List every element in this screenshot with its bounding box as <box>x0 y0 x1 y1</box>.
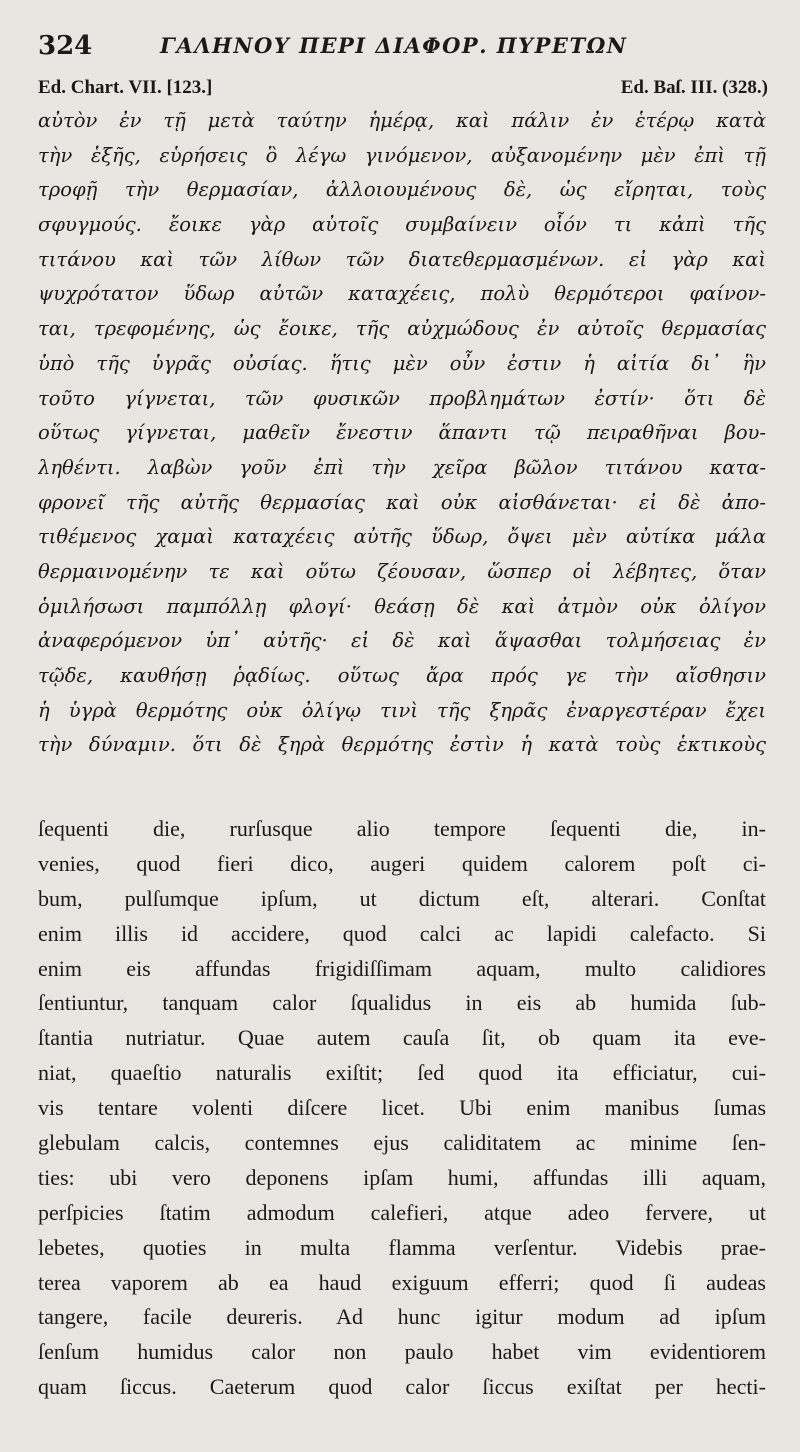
latin-line: vis tentare volenti diſcere licet. Ubi enim manibus ſumas <box>38 1095 766 1121</box>
greek-line: ἡ ὑγρὰ θερμότης οὐκ ὀλίγῳ τινὶ τῆς ξηρᾶς ἐναργεστέραν ἔχει <box>38 698 766 722</box>
greek-text-block <box>38 104 766 763</box>
greek-line: τῷδε, καυθήσῃ ῥᾳδίως. οὕτως ἄρα πρός γε τὴν αἴσθησιν <box>38 664 766 687</box>
greek-line: φρονεῖ τῆς αὐτῆς θερμασίας καὶ οὐκ αἰσθάνεται· εἰ δὲ ἀπο- <box>38 490 766 514</box>
latin-line: niat, quaeſtio naturalis exiſtit; ſed quod ita efficiatur, cui- <box>38 1060 766 1086</box>
latin-line: glebulam calcis, contemnes ejus caliditatem ac minime ſen- <box>38 1130 766 1156</box>
latin-line: enim eis affundas frigidiſſimam aquam, multo calidiores <box>38 955 766 981</box>
greek-line: οὕτως γίγνεται, μαθεῖν ἔνεστιν ἅπαντι τῷ πειραθῆναι βου- <box>38 421 766 445</box>
greek-line: τροφῇ τὴν θερμασίαν, ἀλλοιουμένους δὲ, ὡς εἴρηται, τοὺς <box>38 178 766 202</box>
latin-line: perſpicies ſtatim admodum calefieri, atque adeo fervere, ut <box>38 1199 766 1225</box>
greek-line: ψυχρότατον ὕδωρ αὐτῶν καταχέεις, πολὺ θερμότεροι φαίνον- <box>38 282 766 306</box>
page-header <box>38 28 768 64</box>
greek-line: τιτάνου καὶ τῶν λίθων τῶν διατεθερμασμένων. εἰ γὰρ καὶ <box>38 247 766 271</box>
greek-line: ἀναφερόμενον ὑπ᾽ αὐτῆς· εἰ δὲ καὶ ἅψασθαι τολμήσειας ἐν <box>38 629 766 653</box>
greek-line: ληθέντι. λαβὼν γοῦν ἐπὶ τὴν χεῖρα βῶλον τιτάνου κατα- <box>38 455 766 479</box>
edition-reference-basel: Ed. Baſ. III. (328.) <box>620 77 768 98</box>
edition-reference-chart: Ed. Chart. VII. [123.] <box>38 77 213 98</box>
greek-line: τὴν ἑξῆς, εὑρήσεις ὃ λέγω γινόμενον, αὐξανομένην μὲν ἐπὶ τῇ <box>38 143 766 167</box>
edition-references <box>38 74 768 102</box>
latin-line: ſenſum humidus calor non paulo habet vim evidentiorem <box>38 1339 766 1365</box>
greek-line: ται, τρεφομένης, ὡς ἔοικε, τῆς αὐχμώδους ἐν αὐτοῖς θερμασίας <box>38 317 766 341</box>
latin-line: ties: ubi vero deponens ipſam humi, affundas illi aquam, <box>38 1164 766 1190</box>
latin-line: enim illis id accidere, quod calci ac lapidi calefacto. Si <box>38 920 766 946</box>
greek-line: θερμαινομένην τε καὶ οὕτω ζέουσαν, ὥσπερ οἱ λέβητες, ὅταν <box>38 559 766 583</box>
page-number: 324 <box>38 31 93 61</box>
latin-line: tangere, facile deureris. Ad hunc igitur modum ad ipſum <box>38 1304 766 1330</box>
greek-line: ὁμιλήσωσι παμπόλλῃ φλογί· θεάσῃ δὲ καὶ ἀτμὸν οὐκ ὀλίγον <box>38 594 766 618</box>
greek-line: τιθέμενος χαμαὶ καταχέεις αὐτῆς ὕδωρ, ὄψει μὲν αὐτίκα μάλα <box>38 525 766 549</box>
latin-line: ſequenti die, rurſusque alio tempore ſequenti die, in- <box>38 816 766 841</box>
running-head: ΓΑΛΗΝΟΥ ΠΕΡΙ ΔΙΑΦΟΡ. ΠΥΡΕΤΩΝ <box>160 33 628 58</box>
greek-line: σφυγμούς. ἔοικε γὰρ αὐτοῖς συμβαίνειν οἷόν τι κἀπὶ τῆς <box>38 213 766 237</box>
latin-line: venies, quod fieri dico, augeri quidem calorem poſt ci- <box>38 850 766 876</box>
latin-line: bum, pulſumque ipſum, ut dictum eſt, alterari. Conſtat <box>38 885 766 911</box>
greek-line: τοῦτο γίγνεται, τῶν φυσικῶν προβλημάτων ἐστίν· ὅτι δὲ <box>38 386 766 410</box>
greek-line: ὑπὸ τῆς ὑγρᾶς οὐσίας. ἥτις μὲν οὖν ἐστιν ἡ αἰτία δι᾽ ἣν <box>38 351 766 375</box>
greek-line: αὐτὸν ἐν τῇ μετὰ ταύτην ἡμέρᾳ, καὶ πάλιν ἐν ἑτέρῳ κατὰ <box>38 109 766 132</box>
latin-line: ſtantia nutriatur. Quae autem cauſa ſit, ob quam ita eve- <box>38 1025 766 1051</box>
latin-line: terea vaporem ab ea haud exiguum efferri; quod ſi audeas <box>38 1269 766 1295</box>
latin-line: lebetes, quoties in multa flamma verſentur. Videbis prae- <box>38 1234 766 1260</box>
latin-line: ſentiuntur, tanquam calor ſqualidus in eis ab humida ſub- <box>38 990 766 1016</box>
latin-text-block <box>38 812 766 1405</box>
latin-line: quam ſiccus. Caeterum quod calor ſiccus exiſtat per hecti- <box>38 1374 766 1400</box>
greek-line: τὴν δύναμιν. ὅτι δὲ ξηρὰ θερμότης ἐστὶν ἡ κατὰ τοὺς ἑκτικοὺς <box>38 733 766 757</box>
